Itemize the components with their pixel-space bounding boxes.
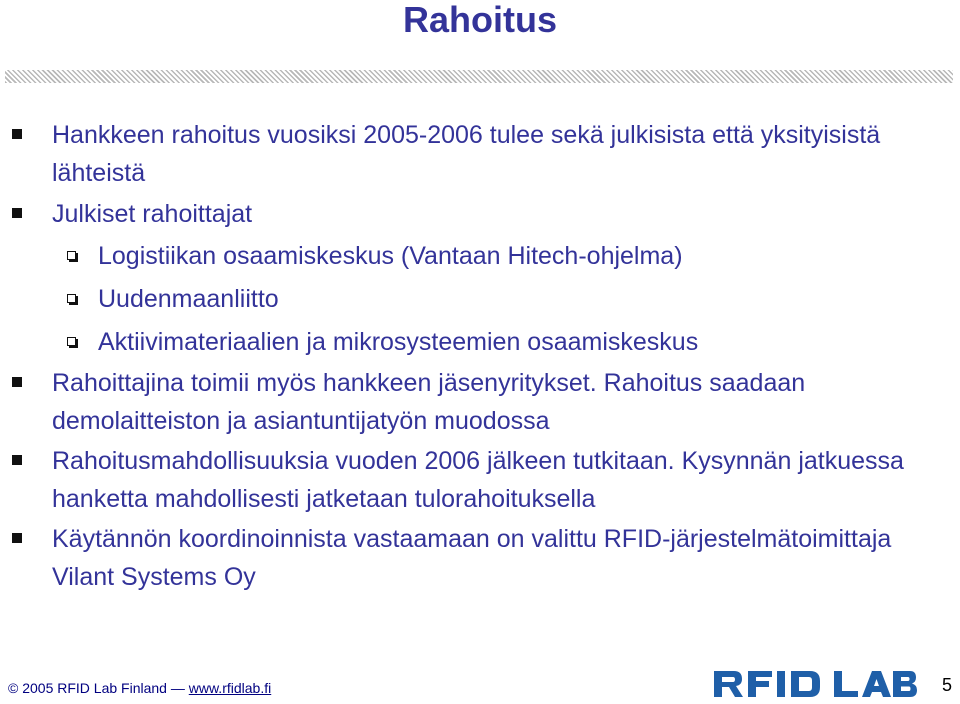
copyright-text: © 2005 RFID Lab Finland: [8, 680, 167, 696]
sub-bullet-text: Logistiikan osaamiskeskus (Vantaan Hitech-ohjelma): [98, 242, 683, 270]
square-bullet-icon: [12, 208, 22, 218]
rfid-lab-logo: [712, 668, 917, 700]
bullet-item: [52, 195, 952, 233]
website-link[interactable]: www.rfidlab.fi: [188, 680, 272, 696]
bullet-item: [52, 364, 952, 440]
page-number: 5: [942, 675, 953, 695]
bullet-item: [52, 116, 952, 192]
square-bullet-icon: [12, 455, 22, 465]
bullet-text: Hankkeen rahoitus vuosiksi 2005-2006 tulee sekä julkisista että yksityisistä lähteistä: [52, 121, 881, 187]
shadowed-box-bullet-icon: [67, 337, 76, 346]
sub-bullet-item: [98, 323, 948, 361]
footer-copyright: [8, 679, 271, 697]
sub-bullet-text: Uudenmaanliitto: [98, 285, 279, 313]
square-bullet-icon: [12, 533, 22, 543]
bullet-text: Julkiset rahoittajat: [52, 200, 253, 228]
bullet-item: [52, 442, 952, 518]
shadowed-box-bullet-icon: [67, 251, 76, 260]
sub-bullet-text: Aktiivimateriaalien ja mikrosysteemien osaamiskeskus: [98, 328, 699, 356]
sub-bullet-item: [98, 280, 948, 318]
bullet-item: [52, 520, 952, 596]
square-bullet-icon: [12, 129, 22, 139]
slide-title: Rahoitus: [402, 0, 557, 40]
square-bullet-icon: [12, 377, 22, 387]
bullet-text: Rahoitusmahdollisuuksia vuoden 2006 jälkeen tutkitaan. Kysynnän jatkuessa hanketta mahdollisesti jatketaan tulorahoituksella: [52, 447, 904, 513]
bullet-text: Rahoittajina toimii myös hankkeen jäsenyritykset. Rahoitus saadaan demolaitteiston ja asiantuntijatyön muodossa: [52, 369, 806, 435]
footer-dash: —: [166, 680, 189, 696]
sub-bullet-item: [98, 237, 948, 275]
shadowed-box-bullet-icon: [67, 294, 76, 303]
bullet-text: Käytännön koordinoinnista vastaamaan on valittu RFID-järjestelmätoimittaja Vilant Systems Oy: [52, 525, 892, 591]
